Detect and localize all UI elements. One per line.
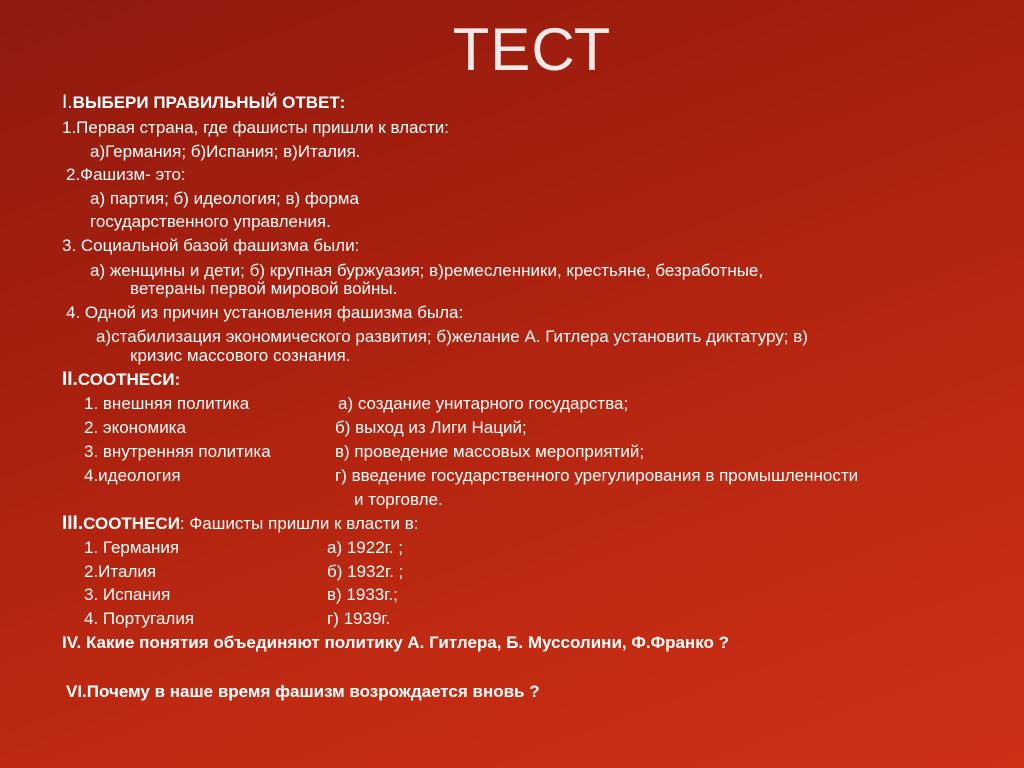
match-2-right-3: в) проведение массовых мероприятий; xyxy=(335,442,645,461)
question-2: 2.Фашизм- это: xyxy=(66,165,186,184)
match-2-left-2: 2. экономика xyxy=(84,418,186,437)
section-2-header xyxy=(62,370,180,390)
match-3-left-4: 4. Португалия xyxy=(84,609,195,628)
question-3: 3. Социальной базой фашизма были: xyxy=(62,236,360,255)
question-4: 4. Одной из причин установления фашизма была: xyxy=(66,303,464,322)
question-4-options-line-1: а)стабилизация экономического развития; б)желание А. Гитлера установить диктатуру; в) xyxy=(96,327,808,346)
section-2-title: СООТНЕСИ: xyxy=(77,370,181,389)
match-2-left-3: 3. внутренняя политика xyxy=(84,442,271,461)
question-2-options-line-1: а) партия; б) идеология; в) форма xyxy=(90,189,359,208)
match-3-right-1: а) 1922г. ; xyxy=(327,538,403,557)
question-1-options: а)Германия; б)Испания; в)Италия. xyxy=(90,142,361,161)
match-2-right-2: б) выход из Лиги Наций; xyxy=(335,418,527,437)
question-1: 1.Первая страна, где фашисты пришли к власти: xyxy=(62,118,449,137)
slide-title: ТЕСТ xyxy=(452,16,612,83)
match-2-right-4: г) введение государственного урегулирования в промышленности xyxy=(335,466,859,485)
question-3-options-line-1: а) женщины и дети; б) крупная буржуазия; в)ремесленники, крестьяне, безработные, xyxy=(90,261,764,280)
match-2-left-4: 4.идеология xyxy=(84,466,181,485)
match-3-left-2: 2.Италия xyxy=(84,562,157,581)
match-2-left-1: 1. внешняя политика xyxy=(84,394,250,413)
match-3-left-1: 1. Германия xyxy=(84,538,180,557)
section-3-title: СООТНЕСИ xyxy=(83,514,180,533)
question-4-options-line-2: кризис массового сознания. xyxy=(130,346,351,365)
section-3-number: III. xyxy=(62,513,84,534)
question-2-options-line-2: государственного управления. xyxy=(90,212,331,231)
match-3-right-4: г) 1939г. xyxy=(327,609,391,628)
match-3-right-3: в) 1933г.; xyxy=(327,585,398,604)
section-2-number: II. xyxy=(62,369,78,390)
question-iv: IV. Какие понятия объединяют политику А. Гитлера, Б. Муссолини, Ф.Франко ? xyxy=(62,633,729,652)
question-3-options-line-2: ветераны первой мировой войны. xyxy=(130,279,398,298)
section-3-header xyxy=(62,514,418,534)
section-3-subtitle: : Фашисты пришли к власти в: xyxy=(179,514,419,533)
section-1-header xyxy=(62,93,345,113)
section-1-number: I. xyxy=(62,92,73,113)
match-2-right-1: а) создание унитарного государства; xyxy=(338,394,629,413)
question-vi: VI.Почему в наше время фашизм возрождается вновь ? xyxy=(66,682,540,701)
section-1-title: ВЫБЕРИ ПРАВИЛЬНЫЙ ОТВЕТ xyxy=(72,93,340,112)
match-3-left-3: 3. Испания xyxy=(84,585,171,604)
match-3-right-2: б) 1932г. ; xyxy=(327,562,404,581)
section-1-colon: : xyxy=(339,93,346,112)
match-2-right-4-continuation: и торговле. xyxy=(354,490,443,509)
